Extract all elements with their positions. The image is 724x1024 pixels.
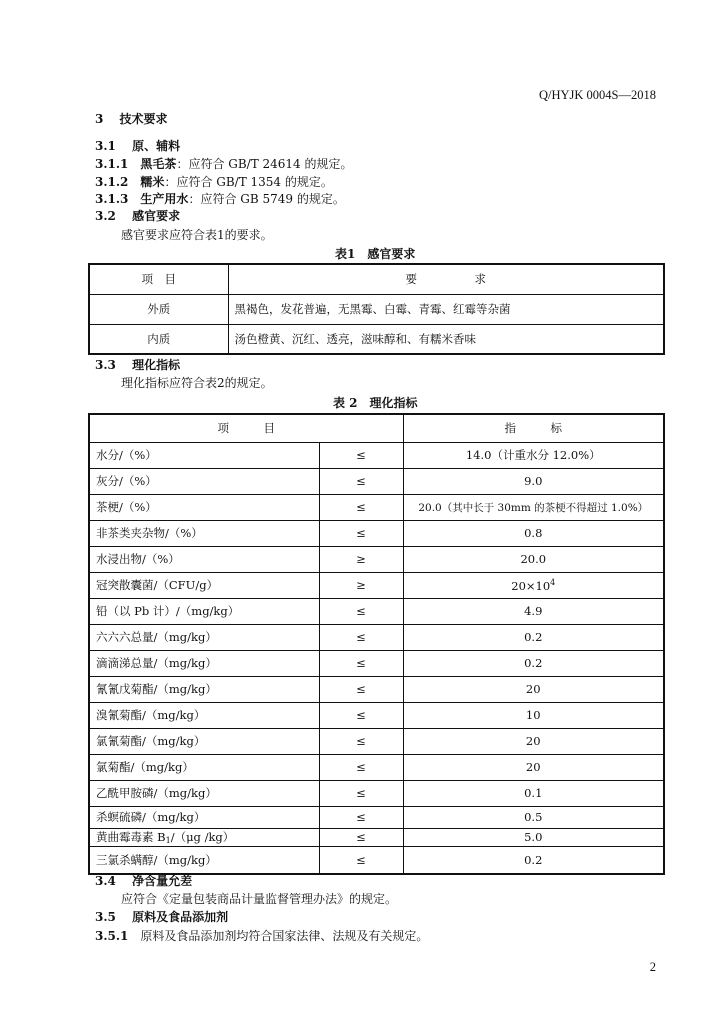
section-3-4-heading: [95, 874, 192, 888]
value-exponent: 4: [550, 577, 556, 587]
table-row: [89, 546, 664, 572]
value-cell: 14.0（计重水分 12.0%）: [403, 442, 664, 468]
item-cell: [89, 828, 319, 846]
operator-cell: ≤: [319, 442, 403, 468]
table-row: [89, 702, 664, 728]
table-header-cell: 指 标: [403, 414, 664, 442]
item-cell: 铅（以 Pb 计）/（mg/kg）: [89, 598, 319, 624]
value-cell: 0.8: [403, 520, 664, 546]
table2-caption: 表 2 理化指标: [333, 396, 418, 410]
item-text: 黄曲霉毒素 B: [96, 830, 166, 844]
section-title: 感官要求: [132, 209, 181, 223]
item-cell: 水分/（%）: [89, 442, 319, 468]
item-unit: /（μg /kg）: [170, 830, 235, 844]
section-3-4-text: 应符合《定量包装商品计量监督管理办法》的规定。: [121, 892, 398, 906]
table-header-row: [89, 264, 664, 294]
item-cell: 灰分/（%）: [89, 468, 319, 494]
operator-cell: ≤: [319, 650, 403, 676]
section-title: 理化指标: [132, 358, 181, 372]
table-row: [89, 846, 664, 874]
section-number: 3.1: [95, 139, 116, 153]
table-row: [89, 598, 664, 624]
table-header-cell: 要 求: [228, 264, 664, 294]
table-row: [89, 780, 664, 806]
item-cell: 六六六总量/（mg/kg）: [89, 624, 319, 650]
operator-cell: ≤: [319, 806, 403, 828]
operator-cell: ≤: [319, 520, 403, 546]
value-cell: 0.1: [403, 780, 664, 806]
table-row: [89, 624, 664, 650]
value-cell: 5.0: [403, 828, 664, 846]
table-cell: 汤色橙黄、沉红、透亮，滋味醇和、有糯米香味: [228, 324, 664, 354]
value-cell: 20: [403, 728, 664, 754]
clause-term: 糯米: [140, 175, 165, 189]
table-header-cell: 项 目: [89, 264, 228, 294]
operator-cell: ≤: [319, 598, 403, 624]
operator-cell: ≤: [319, 494, 403, 520]
table-cell: 内质: [89, 324, 228, 354]
item-cell: 氯氰菊酯/（mg/kg）: [89, 728, 319, 754]
section-number: 3.2: [95, 209, 116, 223]
table-row: [89, 494, 664, 520]
table-row: [89, 676, 664, 702]
section-3-3-text: 理化指标应符合表2的规定。: [121, 376, 273, 390]
table-row: [89, 442, 664, 468]
value-cell: [403, 572, 664, 598]
clause-3-5-1: [95, 929, 428, 943]
value-cell: 20: [403, 754, 664, 780]
item-cell: 水浸出物/（%）: [89, 546, 319, 572]
operator-cell: ≤: [319, 828, 403, 846]
table-cell: 外质: [89, 294, 228, 324]
value-cell: 20.0: [403, 546, 664, 572]
clause-text: ：应符合 GB/T 1354 的规定。: [164, 175, 333, 189]
table-row: [89, 294, 664, 324]
clause-number: 3.5.1: [95, 929, 129, 943]
value-cell: 9.0: [403, 468, 664, 494]
operator-cell: ≤: [319, 676, 403, 702]
section-number: 3: [95, 112, 104, 126]
clause-number: 3.1.3: [95, 192, 129, 206]
section-3-3-heading: [95, 358, 180, 372]
value-cell: 0.2: [403, 624, 664, 650]
item-cell: 滴滴涕总量/（mg/kg）: [89, 650, 319, 676]
table1-caption: 表1 感官要求: [335, 247, 416, 261]
document-code: Q/HYJK 0004S—2018: [538, 88, 656, 102]
item-cell: 溴氰菊酯/（mg/kg）: [89, 702, 319, 728]
clause-term: 黑毛茶: [140, 157, 177, 171]
value-cell: 0.2: [403, 650, 664, 676]
operator-cell: ≥: [319, 572, 403, 598]
table-row: [89, 806, 664, 828]
section-number: 3.3: [95, 358, 116, 372]
clause-text: ：应符合 GB/T 24614 的规定。: [176, 157, 353, 171]
table-row: [89, 324, 664, 354]
operator-cell: ≤: [319, 846, 403, 874]
clause-text: 原料及食品添加剂均符合国家法律、法规及有关规定。: [140, 929, 429, 943]
sensory-table: [88, 263, 665, 355]
clause-number: 3.1.1: [95, 157, 129, 171]
operator-cell: ≤: [319, 624, 403, 650]
item-cell: 三氯杀螨醇/（mg/kg）: [89, 846, 319, 874]
item-cell: 氯菊酯/（mg/kg）: [89, 754, 319, 780]
physicochemical-table: [88, 413, 665, 875]
section-number: 3.4: [95, 874, 116, 888]
section-3-heading: [95, 112, 168, 126]
clause-3-1-1: [95, 157, 353, 171]
table-header-row: [89, 414, 664, 442]
value-cell: 20.0（其中长于 30mm 的茶梗不得超过 1.0%）: [403, 494, 664, 520]
value-cell: 4.9: [403, 598, 664, 624]
item-cell: 茶梗/（%）: [89, 494, 319, 520]
table-row: [89, 650, 664, 676]
item-subscript: 1: [165, 836, 171, 845]
section-number: 3.5: [95, 910, 116, 924]
value-cell: 10: [403, 702, 664, 728]
clause-number: 3.1.2: [95, 175, 129, 189]
value-cell: 0.2: [403, 846, 664, 874]
table-row: [89, 728, 664, 754]
clause-3-1-3: [95, 192, 345, 206]
section-3-5-heading: [95, 910, 228, 924]
section-3-2-text: 感官要求应符合表1的要求。: [121, 228, 273, 242]
page-number: 2: [649, 960, 656, 974]
section-title: 原、辅料: [132, 139, 181, 153]
value-base: 20×10: [511, 578, 551, 593]
operator-cell: ≤: [319, 728, 403, 754]
item-cell: 乙酰甲胺磷/（mg/kg）: [89, 780, 319, 806]
section-title: 原料及食品添加剂: [132, 910, 229, 924]
operator-cell: ≤: [319, 754, 403, 780]
value-cell: 0.5: [403, 806, 664, 828]
item-cell: 杀螟硫磷/（mg/kg）: [89, 806, 319, 828]
table-row: [89, 520, 664, 546]
operator-cell: ≤: [319, 468, 403, 494]
item-cell: 非茶类夹杂物/（%）: [89, 520, 319, 546]
table-cell: 黑褐色，发花普遍，无黑霉、白霉、青霉、红霉等杂菌: [228, 294, 664, 324]
clause-term: 生产用水: [140, 192, 189, 206]
operator-cell: ≥: [319, 546, 403, 572]
value-cell: 20: [403, 676, 664, 702]
operator-cell: ≤: [319, 702, 403, 728]
clause-text: ：应符合 GB 5749 的规定。: [188, 192, 345, 206]
clause-3-1-2: [95, 175, 333, 189]
operator-cell: ≤: [319, 780, 403, 806]
table-row: [89, 468, 664, 494]
section-title: 技术要求: [119, 112, 168, 126]
item-cell: 氰氰戊菊酯/（mg/kg）: [89, 676, 319, 702]
section-title: 净含量允差: [132, 874, 193, 888]
table-header-cell: 项 目: [89, 414, 403, 442]
table-row: [89, 754, 664, 780]
table-row: [89, 572, 664, 598]
table-row: [89, 828, 664, 846]
section-3-2-heading: [95, 209, 180, 223]
section-3-1-heading: [95, 139, 180, 153]
item-cell: 冠突散囊菌/（CFU/g）: [89, 572, 319, 598]
